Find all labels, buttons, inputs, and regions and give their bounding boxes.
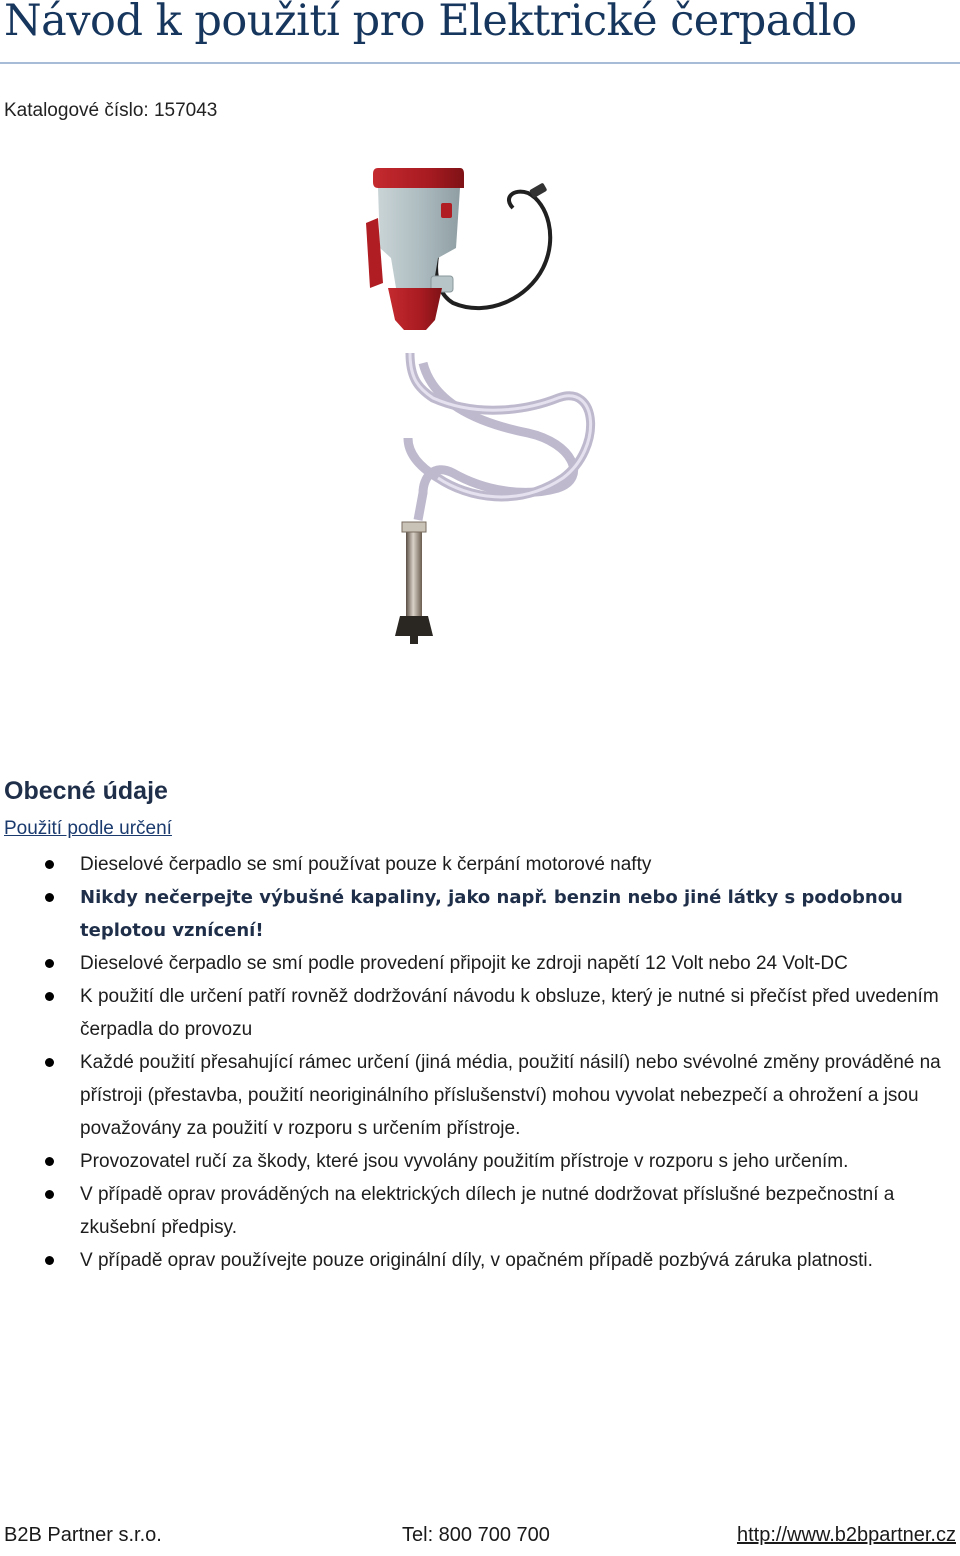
bullet-icon bbox=[45, 1256, 54, 1265]
list-item-text: Dieselové čerpadlo se smí používat pouze k čerpání motorové nafty bbox=[80, 854, 652, 875]
list-item-text: K použití dle určení patří rovněž dodržování návodu k obsluze, který je nutné si přečíst před uvedením čerpadla do provozu bbox=[80, 986, 939, 1040]
list-item-warning bbox=[0, 881, 960, 947]
list-item-text: Dieselové čerpadlo se smí podle provedení připojit ke zdroji napětí 12 Volt nebo 24 Volt-DC bbox=[80, 953, 848, 974]
title-divider bbox=[0, 62, 960, 64]
document-title: Návod k použití pro Elektrické čerpadlo bbox=[4, 0, 857, 46]
bullet-icon bbox=[45, 1157, 54, 1166]
list-item bbox=[0, 1178, 960, 1244]
list-item-text: V případě oprav prováděných na elektrických dílech je nutné dodržovat příslušné bezpečnostní a zkušební předpisy. bbox=[80, 1184, 895, 1238]
list-item-text: Každé použití přesahující rámec určení (jiná média, použití násilí) nebo svévolné změny prováděné na přístroji (přestavba, použití neoriginálního příslušenství) mohou vyvolat nebezpečí a ohrožení a jsou považovány za použití v rozporu s určením přístroje. bbox=[80, 1052, 941, 1139]
electric-pump-illustration bbox=[228, 148, 728, 658]
footer-website-link[interactable]: http://www.b2bpartner.cz bbox=[736, 1524, 956, 1546]
bullet-icon bbox=[45, 959, 54, 968]
list-item bbox=[0, 947, 960, 980]
list-item bbox=[0, 980, 960, 1046]
list-item-text: Nikdy nečerpejte výbušné kapaliny, jako např. benzin nebo jiné látky s podobnou teplotou vznícení! bbox=[80, 887, 903, 941]
catalog-number: Katalogové číslo: 157043 bbox=[4, 100, 218, 121]
bullet-icon bbox=[45, 992, 54, 1001]
product-image bbox=[228, 148, 728, 658]
bullet-icon bbox=[45, 1190, 54, 1199]
red-coupling bbox=[388, 288, 442, 330]
page-footer bbox=[0, 1524, 960, 1552]
section-heading: Obecné údaje bbox=[4, 777, 168, 805]
pump-foot bbox=[395, 616, 433, 636]
list-item-text: V případě oprav používejte pouze originální díly, v opačném případě pozbývá záruka platnosti. bbox=[80, 1250, 873, 1271]
list-item bbox=[0, 1046, 960, 1145]
usage-list bbox=[0, 848, 960, 1277]
list-item bbox=[0, 1244, 960, 1277]
bullet-icon bbox=[45, 860, 54, 869]
list-item-text: Provozovatel ručí za škody, které jsou vyvolány použitím přístroje v rozporu s jeho určením. bbox=[80, 1151, 849, 1172]
motor-cap bbox=[373, 168, 464, 188]
subheading-intended-use: Použití podle určení bbox=[4, 818, 172, 839]
footer-phone: Tel: 800 700 700 bbox=[402, 1524, 550, 1546]
footer-company: B2B Partner s.r.o. bbox=[4, 1524, 162, 1546]
power-switch bbox=[441, 203, 452, 218]
bullet-icon bbox=[45, 1058, 54, 1067]
list-item bbox=[0, 848, 960, 881]
tube-clamp bbox=[402, 522, 426, 532]
bullet-icon bbox=[45, 893, 54, 902]
list-item bbox=[0, 1145, 960, 1178]
transparent-hose bbox=[408, 353, 591, 520]
suction-tube bbox=[406, 528, 422, 616]
